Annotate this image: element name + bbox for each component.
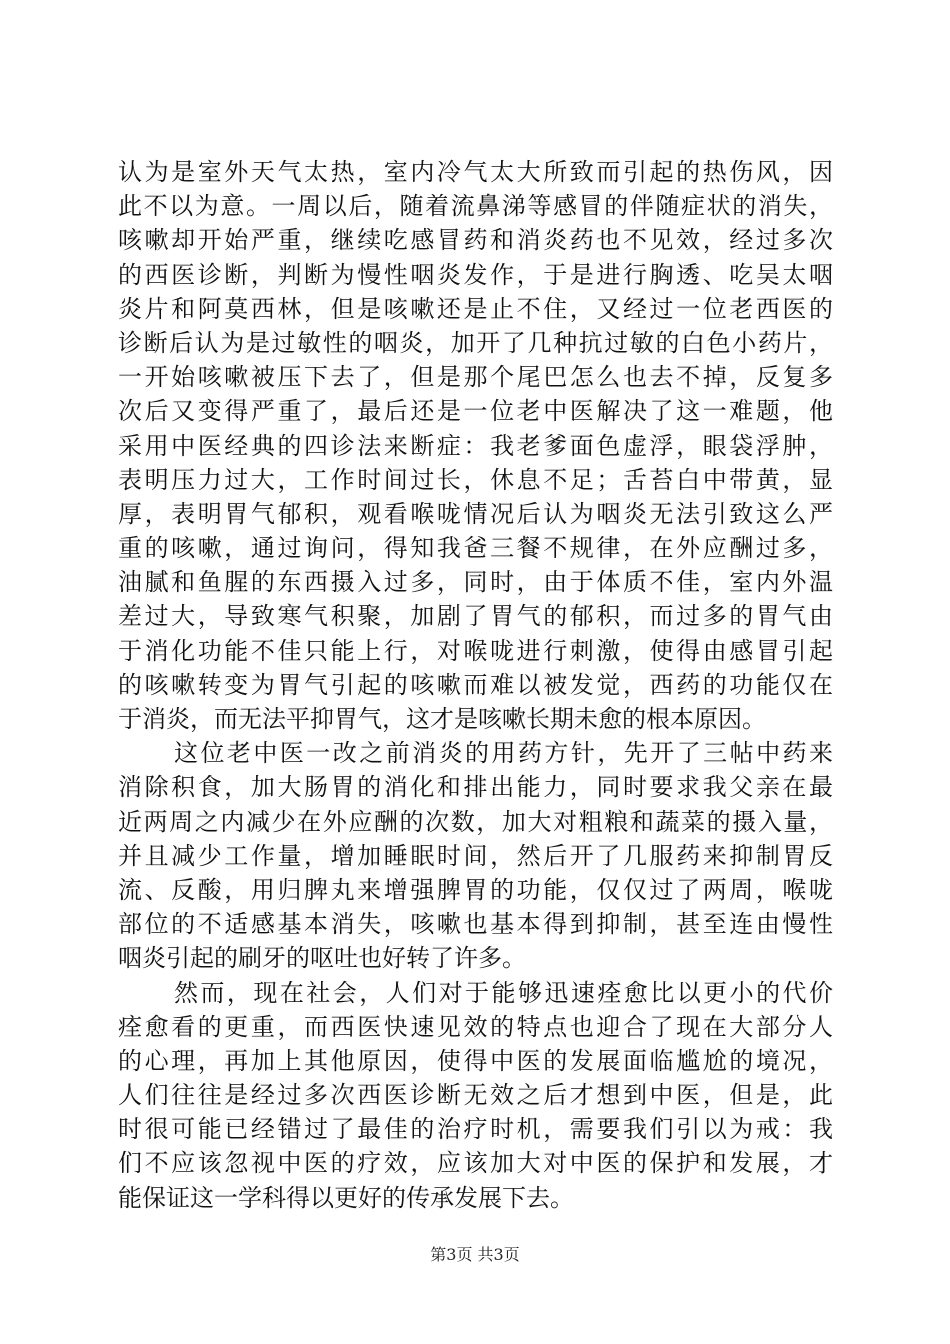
- text-line: 厚，表明胃气郁积，观看喉咙情况后认为咽炎无法引致这么严: [118, 499, 833, 528]
- text-line: 的心理，再加上其他原因，使得中医的发展面临尴尬的境况，: [118, 1046, 833, 1075]
- text-line: 认为是室外天气太热，室内冷气太大所致而引起的热伤风，因: [118, 158, 833, 186]
- text-line: 消除积食，加大肠胃的消化和排出能力，同时要求我父亲在最: [118, 773, 833, 802]
- text-line: 于消化功能不佳只能上行，对喉咙进行刺激，使得由感冒引起: [118, 636, 833, 665]
- text-line: 的西医诊断，判断为慢性咽炎发作，于是进行胸透、吃吴太咽: [118, 260, 833, 289]
- text-line: 近两周之内减少在外应酬的次数，加大对粗粮和蔬菜的摄入量，: [118, 807, 833, 836]
- text-line: 并且减少工作量，增加睡眠时间，然后开了几服药来抑制胃反: [118, 841, 833, 870]
- text-line: 咳嗽却开始严重，继续吃感冒药和消炎药也不见效，经过多次: [118, 226, 833, 255]
- text-line: 时很可能已经错过了最佳的治疗时机，需要我们引以为戒：我: [118, 1115, 833, 1144]
- text-line: 流、反酸，用归脾丸来增强脾胃的功能，仅仅过了两周，喉咙: [118, 875, 833, 904]
- text-line: 这位老中医一改之前消炎的用药方针，先开了三帖中药来: [174, 739, 833, 768]
- text-line: 们不应该忽视中医的疗效，应该加大对中医的保护和发展，才: [118, 1149, 833, 1178]
- text-line: 人们往往是经过多次西医诊断无效之后才想到中医，但是，此: [118, 1081, 833, 1110]
- text-line: 此不以为意。一周以后，随着流鼻涕等感冒的伴随症状的消失，: [118, 192, 833, 221]
- text-line: 于消炎，而无法平抑胃气，这才是咳嗽长期未愈的根本原因。: [118, 705, 766, 733]
- page-number-label: 第3页 共3页: [430, 1245, 520, 1264]
- body-text: [118, 155, 833, 1215]
- text-line: 差过大，导致寒气积聚，加剧了胃气的郁积，而过多的胃气由: [118, 602, 833, 631]
- text-line: 的咳嗽转变为胃气引起的咳嗽而难以被发觉，西药的功能仅在: [118, 670, 833, 699]
- page-footer: [0, 1245, 950, 1265]
- text-line: 然而，现在社会，人们对于能够迅速痊愈比以更小的代价: [174, 978, 833, 1007]
- text-line: 采用中医经典的四诊法来断症：我老爹面色虚浮，眼袋浮肿，: [118, 431, 833, 460]
- text-line: 炎片和阿莫西林，但是咳嗽还是止不住，又经过一位老西医的: [118, 294, 833, 323]
- text-line: 部位的不适感基本消失，咳嗽也基本得到抑制，甚至连由慢性: [118, 910, 833, 939]
- text-line: 痊愈看的更重，而西医快速见效的特点也迎合了现在大部分人: [118, 1012, 833, 1041]
- text-line: 油腻和鱼腥的东西摄入过多，同时，由于体质不佳，室内外温: [118, 568, 833, 597]
- text-line: 次后又变得严重了，最后还是一位老中医解决了这一难题，他: [118, 397, 833, 426]
- text-line: 咽炎引起的刷牙的呕吐也好转了许多。: [118, 944, 526, 973]
- text-line: 诊断后认为是过敏性的咽炎，加开了几种抗过敏的白色小药片，: [118, 328, 833, 357]
- text-line: 一开始咳嗽被压下去了，但是那个尾巴怎么也去不掉，反复多: [118, 363, 833, 392]
- text-line: 表明压力过大，工作时间过长，休息不足；舌苔白中带黄，显: [118, 465, 833, 494]
- text-line: 重的咳嗽，通过询问，得知我爸三餐不规律，在外应酬过多，: [118, 534, 833, 563]
- text-line: 能保证这一学科得以更好的传承发展下去。: [118, 1183, 574, 1212]
